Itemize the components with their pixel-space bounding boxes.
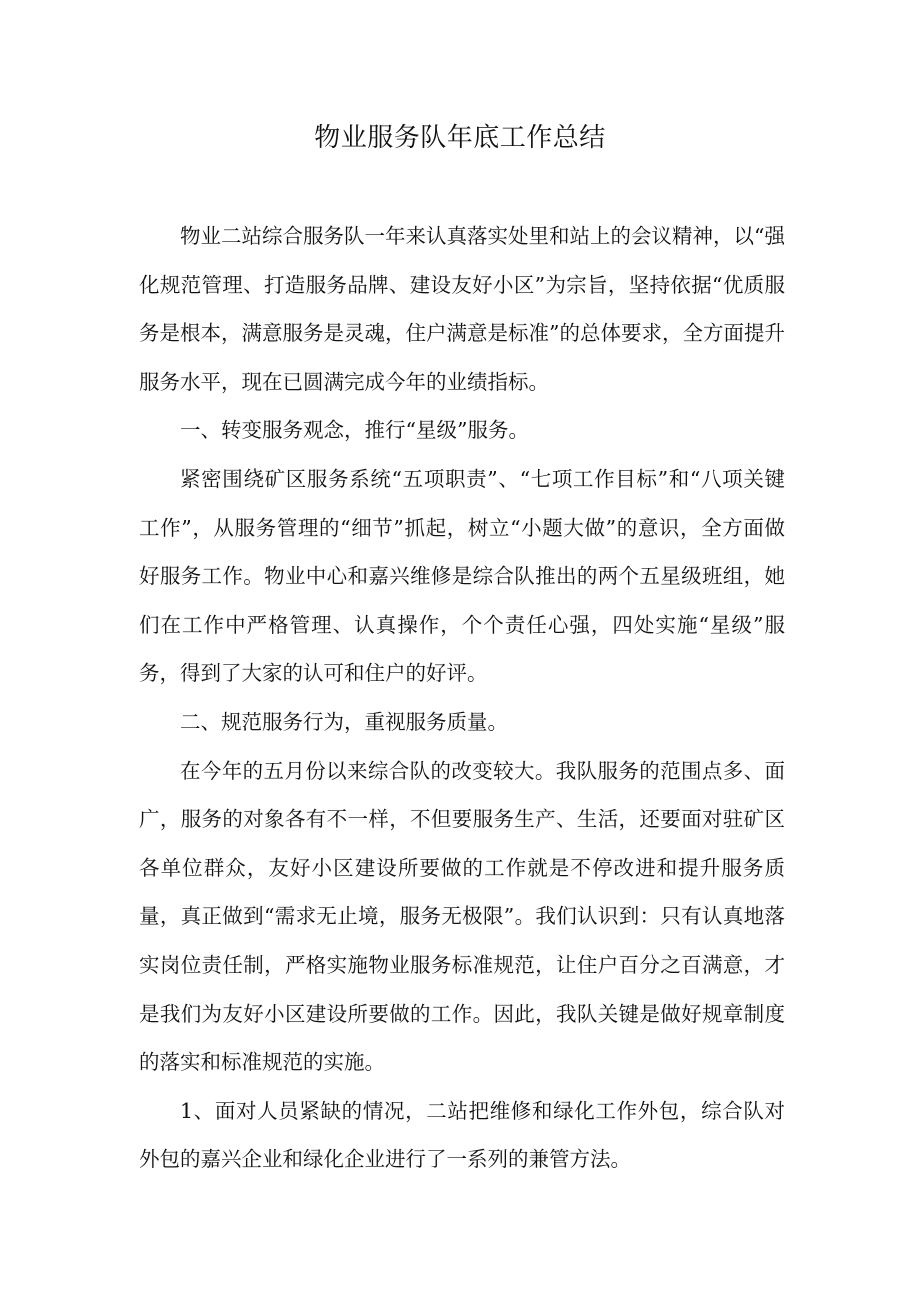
paragraph-section-2: 在今年的五月份以来综合队的改变较大。我队服务的范围点多、面广，服务的对象各有不一样，不但要服务生产、生活，还要面对驻矿区各单位群众，友好小区建设所要做的工作就是不停改进和提升服务质量，真正做到“需求无止境，服务无极限”。我们认识到：只有认真地落实岗位责任制，严格实施物业服务标准规范，让住户百分之百满意，才是我们为友好小区建设所要做的工作。因此，我队关键是做好规章制度的落实和标准规范的实施。	[139, 758, 785, 1075]
document-body	[139, 212, 785, 1184]
paragraph-intro: 物业二站综合服务队一年来认真落实处里和站上的会议精神，以“强化规范管理、打造服务品牌、建设友好小区”为宗旨，坚持依据“优质服务是根本，满意服务是灵魂，住户满意是标准”的总体要求，全方面提升服务水平，现在已圆满完成今年的业绩指标。	[139, 224, 785, 394]
section-heading-2: 二、规范服务行为，重视服务质量。	[180, 709, 508, 734]
paragraph-item-1: 1、面对人员紧缺的情况，二站把维修和绿化工作外包，综合队对外包的嘉兴企业和绿化企业进行了一系列的兼管方法。	[139, 1098, 785, 1172]
section-heading-1: 一、转变服务观念，推行“星级”服务。	[180, 418, 529, 443]
document-title: 物业服务队年底工作总结	[314, 123, 606, 153]
paragraph-section-1: 紧密围绕矿区服务系统“五项职责”、“七项工作目标”和“八项关键工作”，从服务管理的“细节”抓起，树立“小题大做”的意识，全方面做好服务工作。物业中心和嘉兴维修是综合队推出的两个五星级班组，她们在工作中严格管理、认真操作，个个责任心强，四处实施“星级”服务，得到了大家的认可和住户的好评。	[139, 466, 785, 686]
